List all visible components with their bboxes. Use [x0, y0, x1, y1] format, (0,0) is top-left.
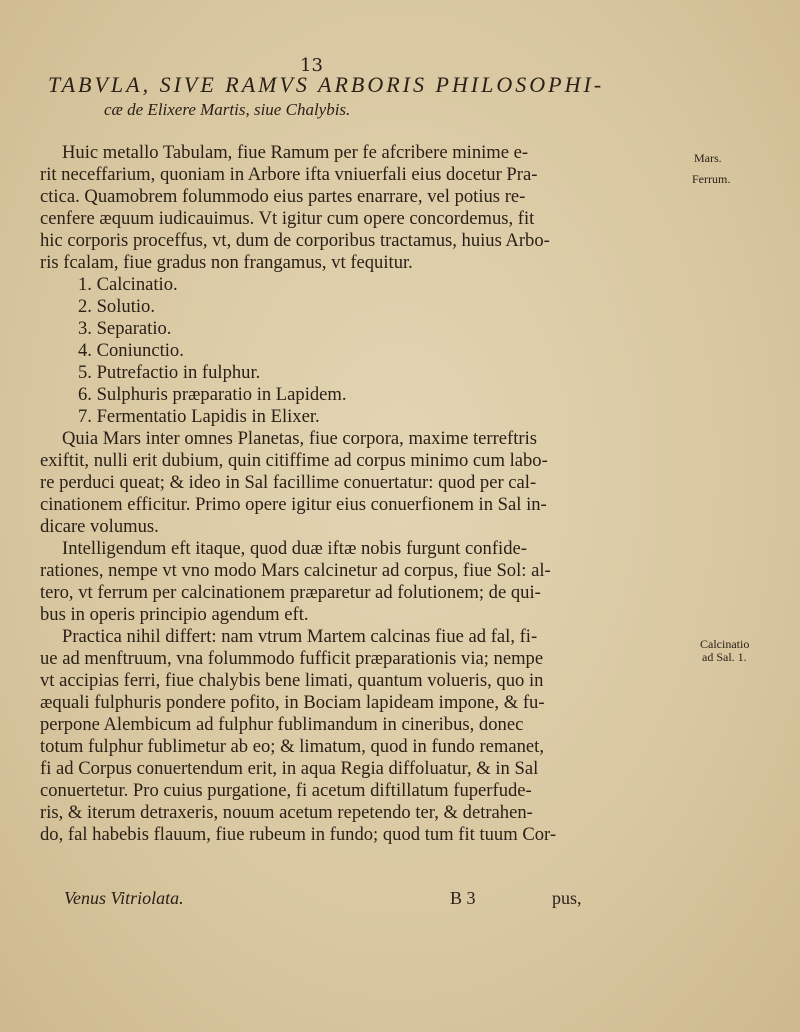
- text-line: ris fcalam, fiue gradus non frangamus, vt fequitur.: [40, 252, 413, 273]
- list-item: 5. Putrefactio in fulphur.: [78, 362, 261, 383]
- body-text: [40, 142, 620, 846]
- text-line: tero, vt ferrum per calcinationem præparetur ad folutionem; de qui-: [40, 582, 541, 603]
- list-item: 2. Solutio.: [78, 296, 155, 317]
- text-line: ue ad menftruum, vna folummodo fufficit præparationis via; nempe: [40, 648, 544, 669]
- list-item: 3. Separatio.: [78, 318, 172, 339]
- text-line: hic corporis proceffus, vt, dum de corporibus tractamus, huius Arbo-: [40, 230, 550, 251]
- list-item: 1. Calcinatio.: [78, 274, 178, 295]
- margin-note-ad-sal: ad Sal. 1.: [702, 650, 747, 664]
- text-line: rationes, nempe vt vno modo Mars calcinetur ad corpus, fiue Sol: al-: [40, 560, 551, 581]
- page-number: 13: [300, 55, 323, 76]
- margin-note-mars: Mars.: [694, 151, 722, 165]
- text-line: re perduci queat; & ideo in Sal facillime conuertatur: quod per cal-: [40, 472, 537, 493]
- text-line: Intelligendum eft itaque, quod duæ iftæ nobis furgunt confide-: [62, 538, 527, 559]
- text-line: Quia Mars inter omnes Planetas, fiue corpora, maxime terreftris: [62, 428, 538, 449]
- text-line: æquali fulphuris pondere pofito, in Bociam lapideam impone, & fu-: [40, 692, 545, 713]
- page-title: TABVLA, SIVE RAMVS ARBORIS PHILOSOPHI-: [48, 72, 605, 97]
- list-item: 4. Coniunctio.: [78, 340, 184, 361]
- text-line: exiftit, nulli erit dubium, quin citiffime ad corpus minimo cum labo-: [40, 450, 548, 471]
- text-line: perpone Alembicum ad fulphur fublimandum in cineribus, donec: [40, 714, 524, 735]
- text-line: do, fal habebis flauum, fiue rubeum in fundo; quod tum fit tuum Cor-: [40, 824, 557, 845]
- text-line: vt accipias ferri, fiue chalybis bene limati, quantum volueris, quo in: [40, 670, 544, 691]
- margin-note-calcinatio: Calcinatio: [700, 637, 750, 651]
- page-subtitle: cæ de Elixere Martis, siue Chalybis.: [104, 100, 351, 119]
- text-line: Practica nihil differt: nam vtrum Martem calcinas fiue ad fal, fi-: [62, 626, 538, 647]
- text-line: dicare volumus.: [40, 516, 159, 537]
- catchline-title: Venus Vitriolata.: [64, 888, 184, 908]
- text-line: ctica. Quamobrem folummodo eius partes enarrare, vel potius re-: [40, 186, 526, 207]
- text-line: conuertetur. Pro cuius purgatione, fi acetum diftillatum fuperfude-: [40, 780, 532, 801]
- text-line: cinationem efficitur. Primo opere igitur eius conuerfionem in Sal in-: [40, 494, 547, 515]
- text-line: ris, & iterum detraxeris, nouum acetum repetendo ter, & detrahen-: [40, 802, 533, 823]
- list-item: 6. Sulphuris præparatio in Lapidem.: [78, 384, 347, 405]
- text-line: totum fulphur fublimetur ab eo; & limatum, quod in fundo remanet,: [40, 736, 545, 757]
- list-item: 7. Fermentatio Lapidis in Elixer.: [78, 406, 320, 427]
- catchword: pus,: [552, 888, 582, 908]
- text-line: Huic metallo Tabulam, fiue Ramum per fe afcribere minime e-: [62, 142, 529, 163]
- text-line: rit neceffarium, quoniam in Arbore ifta vniuerfali eius docetur Pra-: [40, 164, 538, 185]
- text-line: cenfere æquum iudicauimus. Vt igitur cum opere concordemus, fit: [40, 208, 535, 229]
- signature-mark: B 3: [450, 888, 476, 908]
- text-line: bus in operis principio agendum eft.: [40, 604, 309, 625]
- text-line: fi ad Corpus conuertendum erit, in aqua Regia diffoluatur, & in Sal: [40, 758, 539, 779]
- margin-note-ferrum: Ferrum.: [692, 172, 731, 186]
